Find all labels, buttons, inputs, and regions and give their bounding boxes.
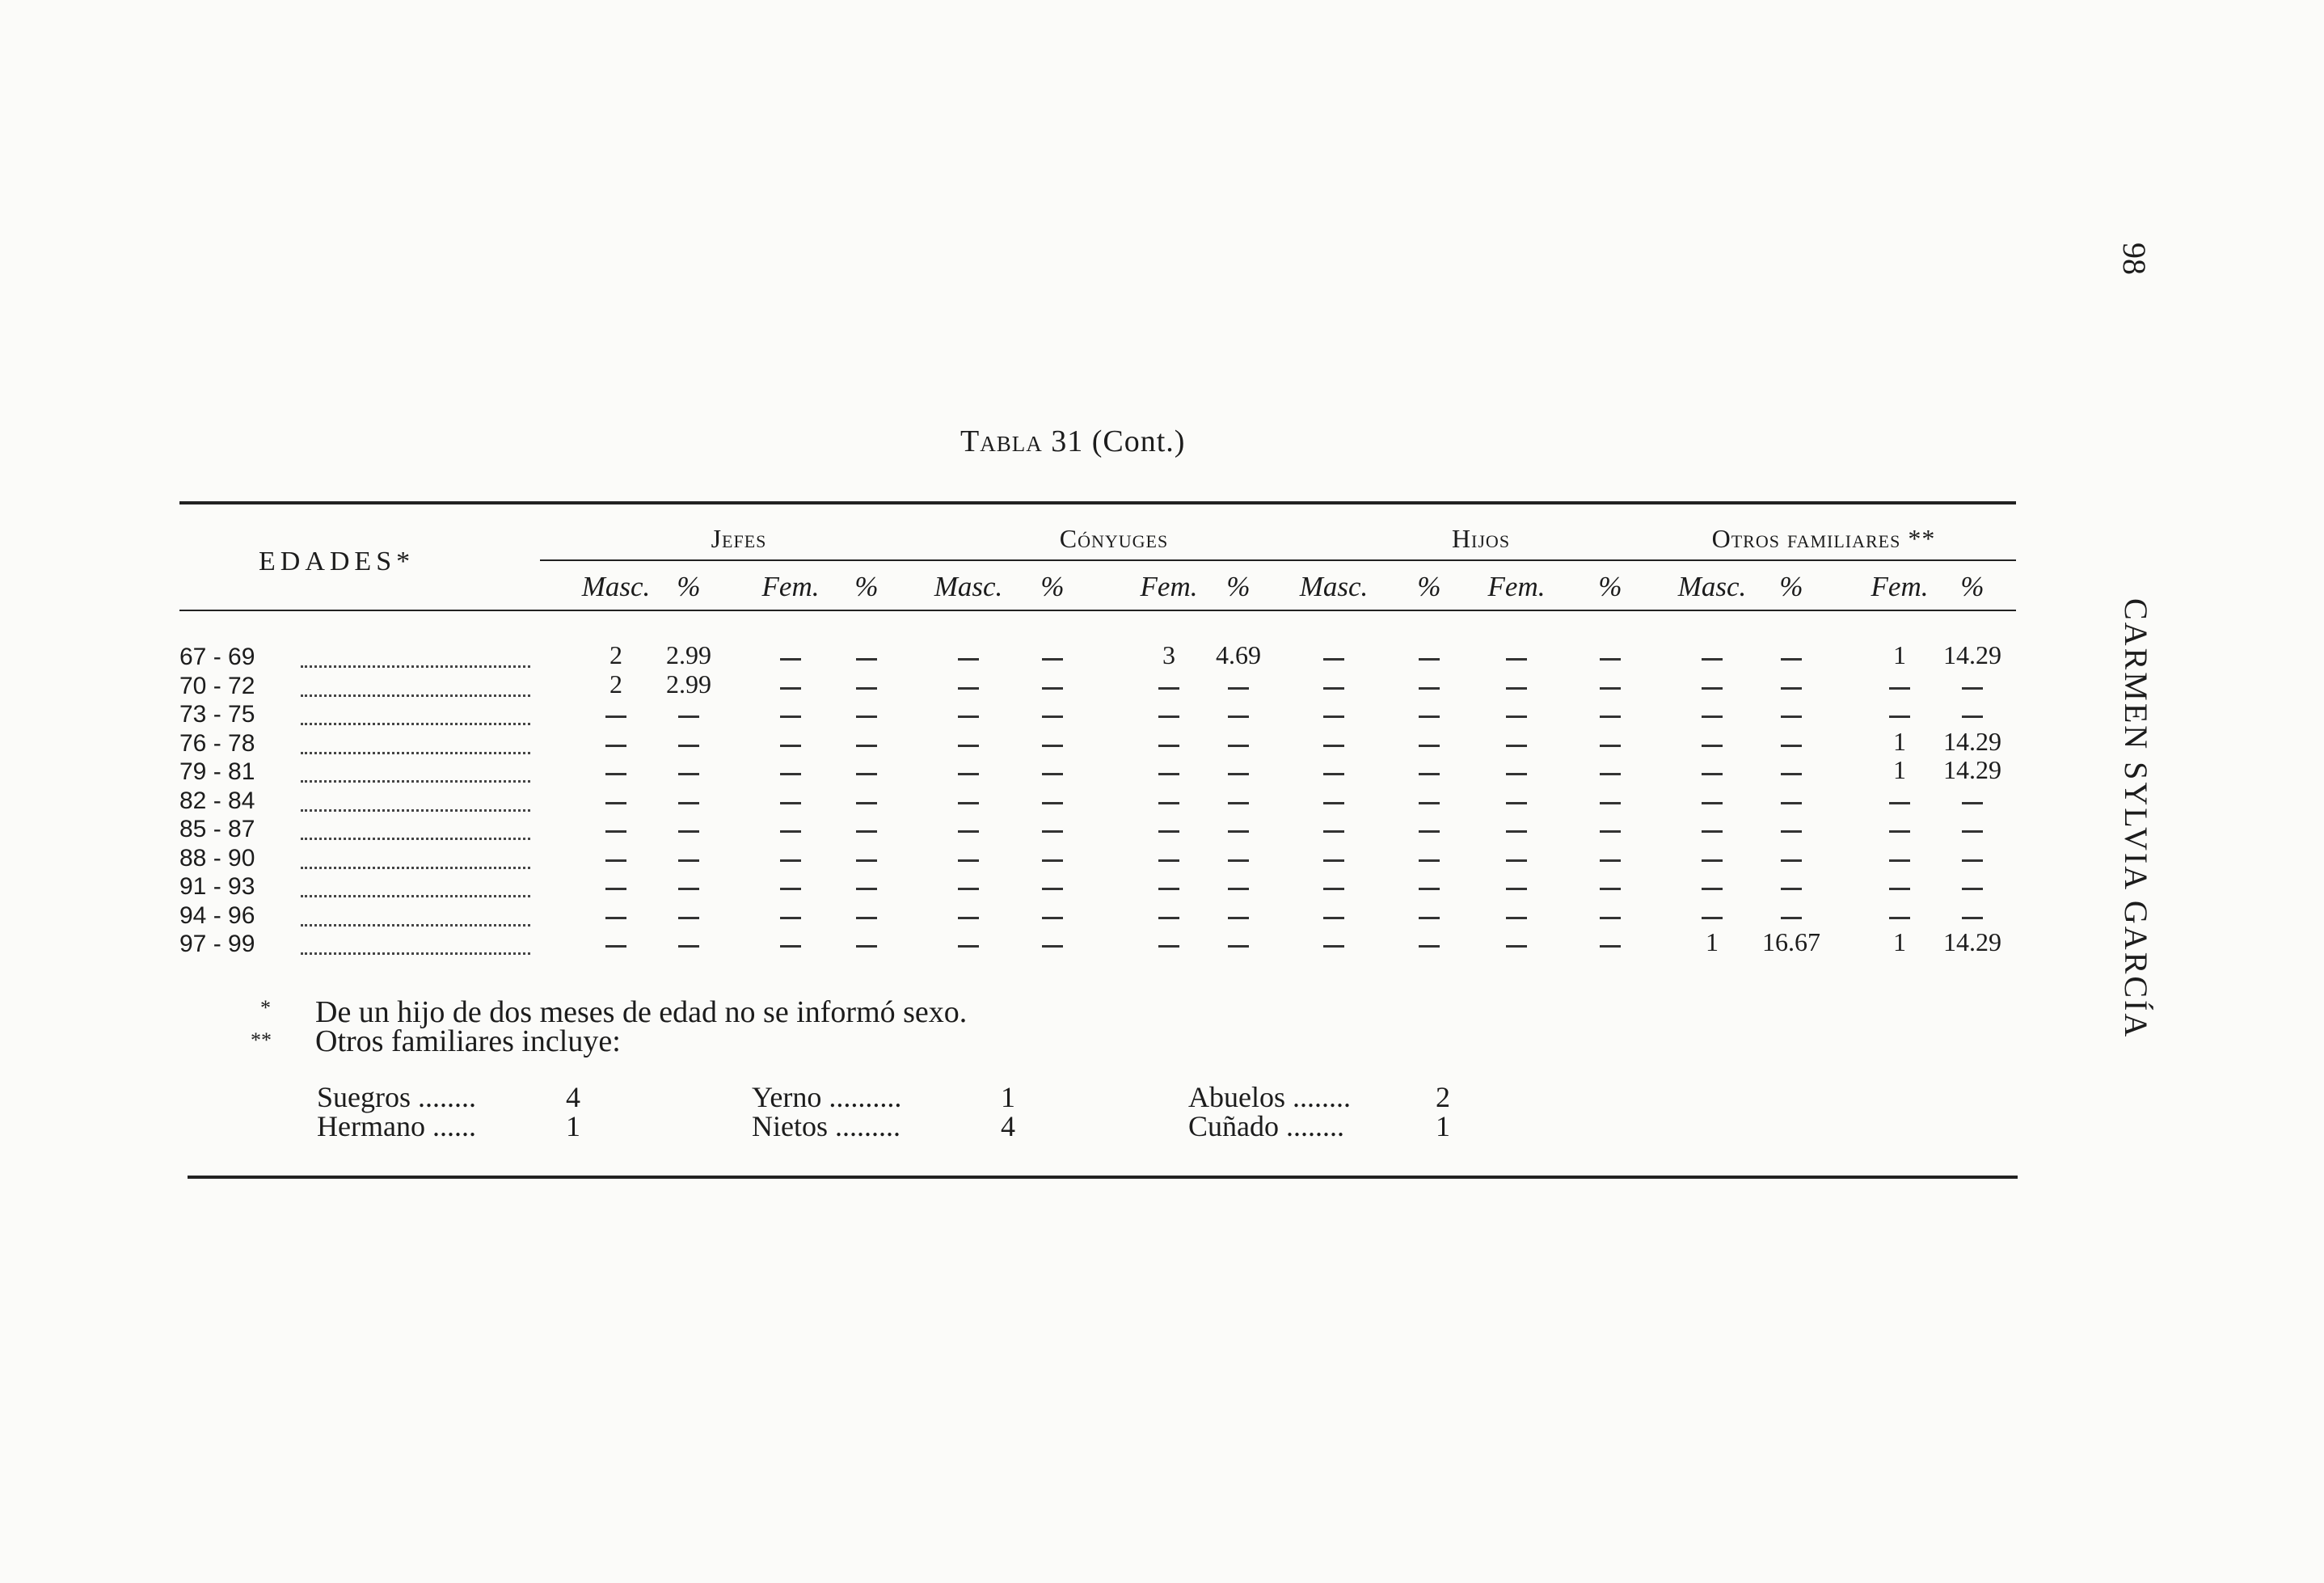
- table-cell: 3: [1162, 640, 1175, 669]
- leader-dots: [301, 720, 530, 725]
- empty-cell-dash: [1889, 859, 1910, 862]
- empty-cell-dash: [678, 830, 699, 833]
- footnote-mark-1: *: [260, 996, 271, 1019]
- empty-cell-dash: [1506, 888, 1527, 890]
- column-subheader: Masc.: [1299, 571, 1369, 602]
- empty-cell-dash: [1228, 888, 1249, 890]
- footnote-1: De un hijo de dos meses de edad no se informó sexo.: [315, 995, 968, 1029]
- empty-cell-dash: [958, 716, 979, 718]
- empty-cell-dash: [678, 745, 699, 747]
- row-label: 79 - 81: [179, 758, 255, 785]
- empty-cell-dash: [605, 888, 626, 890]
- relative-label: Cuñado ........: [1188, 1110, 1344, 1142]
- empty-cell-dash: [1702, 830, 1723, 833]
- empty-cell-dash: [1962, 802, 1983, 804]
- empty-cell-dash: [1702, 802, 1723, 804]
- empty-cell-dash: [1323, 830, 1344, 833]
- empty-cell-dash: [1506, 917, 1527, 919]
- empty-cell-dash: [780, 773, 801, 775]
- empty-cell-dash: [1506, 802, 1527, 804]
- empty-cell-dash: [1506, 773, 1527, 775]
- empty-cell-dash: [1419, 917, 1440, 919]
- group-jefes: Jefes: [711, 524, 767, 553]
- table-cell: 2.99: [666, 669, 711, 699]
- empty-cell-dash: [780, 658, 801, 661]
- title-rest: 31 (Cont.): [1042, 424, 1186, 458]
- group-hijos: Hijos: [1451, 524, 1511, 553]
- empty-cell-dash: [678, 917, 699, 919]
- header-bottom-rule: [179, 610, 2016, 611]
- empty-cell-dash: [1889, 917, 1910, 919]
- empty-cell-dash: [1506, 945, 1527, 948]
- empty-cell-dash: [605, 716, 626, 718]
- empty-cell-dash: [678, 859, 699, 862]
- row-label: 94 - 96: [179, 901, 255, 929]
- empty-cell-dash: [856, 745, 877, 747]
- empty-cell-dash: [1419, 745, 1440, 747]
- table-cell: 1: [1893, 640, 1906, 669]
- empty-cell-dash: [1702, 917, 1723, 919]
- running-head: CARMEN SYLVIA GARCÍA: [2118, 598, 2154, 1040]
- empty-cell-dash: [1228, 802, 1249, 804]
- empty-cell-dash: [1323, 888, 1344, 890]
- empty-cell-dash: [678, 716, 699, 718]
- empty-cell-dash: [1158, 745, 1179, 747]
- empty-cell-dash: [1600, 716, 1621, 718]
- leader-dots: [301, 692, 530, 697]
- empty-cell-dash: [1228, 859, 1249, 862]
- empty-cell-dash: [1158, 830, 1179, 833]
- empty-cell-dash: [1042, 745, 1063, 747]
- empty-cell-dash: [958, 945, 979, 948]
- empty-cell-dash: [1506, 658, 1527, 661]
- table-cell: 2: [609, 640, 622, 669]
- empty-cell-dash: [856, 687, 877, 690]
- table-cell: 1: [1893, 927, 1906, 956]
- empty-cell-dash: [780, 888, 801, 890]
- empty-cell-dash: [1042, 658, 1063, 661]
- empty-cell-dash: [1323, 745, 1344, 747]
- empty-cell-dash: [1228, 773, 1249, 775]
- table-cell: 14.29: [1943, 927, 2001, 956]
- empty-cell-dash: [678, 945, 699, 948]
- leader-dots: [301, 922, 530, 927]
- empty-cell-dash: [1042, 888, 1063, 890]
- empty-cell-dash: [1781, 917, 1802, 919]
- column-subheader: Masc.: [1677, 571, 1747, 602]
- relative-label: Suegros ........: [317, 1081, 476, 1113]
- empty-cell-dash: [1600, 802, 1621, 804]
- empty-cell-dash: [678, 773, 699, 775]
- row-label: 88 - 90: [179, 844, 255, 872]
- empty-cell-dash: [1042, 687, 1063, 690]
- empty-cell-dash: [1228, 745, 1249, 747]
- row-label: 67 - 69: [179, 644, 255, 670]
- empty-cell-dash: [780, 830, 801, 833]
- leader-dots: [301, 893, 530, 897]
- relative-label: Abuelos ........: [1188, 1081, 1351, 1113]
- relative-value: 4: [566, 1081, 580, 1113]
- empty-cell-dash: [856, 658, 877, 661]
- empty-cell-dash: [1962, 888, 1983, 890]
- leader-dots: [301, 807, 530, 812]
- empty-cell-dash: [1419, 716, 1440, 718]
- empty-cell-dash: [1600, 773, 1621, 775]
- empty-cell-dash: [1158, 773, 1179, 775]
- empty-cell-dash: [856, 945, 877, 948]
- empty-cell-dash: [958, 658, 979, 661]
- empty-cell-dash: [1600, 745, 1621, 747]
- empty-cell-dash: [1781, 716, 1802, 718]
- empty-cell-dash: [1042, 716, 1063, 718]
- empty-cell-dash: [605, 773, 626, 775]
- column-subheader: %: [1226, 571, 1251, 602]
- relative-value: 2: [1436, 1081, 1450, 1113]
- empty-cell-dash: [1889, 888, 1910, 890]
- empty-cell-dash: [958, 888, 979, 890]
- empty-cell-dash: [605, 802, 626, 804]
- leader-dots: [301, 749, 530, 754]
- row-label: 70 - 72: [179, 672, 255, 699]
- empty-cell-dash: [856, 830, 877, 833]
- table-cell: 14.29: [1943, 640, 2001, 669]
- empty-cell-dash: [1962, 716, 1983, 718]
- empty-cell-dash: [1506, 830, 1527, 833]
- empty-cell-dash: [1323, 917, 1344, 919]
- column-subheader: %: [1960, 571, 1984, 602]
- empty-cell-dash: [1323, 716, 1344, 718]
- empty-cell-dash: [1781, 745, 1802, 747]
- empty-cell-dash: [1506, 859, 1527, 862]
- empty-cell-dash: [780, 745, 801, 747]
- column-subheader: %: [677, 571, 701, 602]
- empty-cell-dash: [1702, 888, 1723, 890]
- row-label: 97 - 99: [179, 931, 255, 957]
- group-conyuges: Cónyuges: [1059, 524, 1169, 553]
- empty-cell-dash: [856, 773, 877, 775]
- empty-cell-dash: [1158, 917, 1179, 919]
- row-header: EDADES*: [259, 547, 415, 576]
- empty-cell-dash: [780, 859, 801, 862]
- table-cell: 4.69: [1216, 640, 1261, 669]
- empty-cell-dash: [1600, 945, 1621, 948]
- empty-cell-dash: [1042, 945, 1063, 948]
- empty-cell-dash: [1889, 687, 1910, 690]
- empty-cell-dash: [1702, 687, 1723, 690]
- column-subheader: Fem.: [1140, 571, 1198, 602]
- table-cell: 2: [609, 669, 622, 699]
- empty-cell-dash: [1323, 773, 1344, 775]
- empty-cell-dash: [1506, 687, 1527, 690]
- column-subheader: Fem.: [1487, 571, 1546, 602]
- empty-cell-dash: [678, 802, 699, 804]
- column-subheader: %: [854, 571, 879, 602]
- empty-cell-dash: [1042, 830, 1063, 833]
- empty-cell-dash: [1962, 917, 1983, 919]
- empty-cell-dash: [856, 917, 877, 919]
- empty-cell-dash: [856, 888, 877, 890]
- empty-cell-dash: [1600, 917, 1621, 919]
- table-cell: 2.99: [666, 640, 711, 669]
- empty-cell-dash: [1042, 917, 1063, 919]
- empty-cell-dash: [1962, 687, 1983, 690]
- empty-cell-dash: [1889, 830, 1910, 833]
- leader-dots: [301, 778, 530, 783]
- empty-cell-dash: [780, 687, 801, 690]
- empty-cell-dash: [1781, 888, 1802, 890]
- empty-cell-dash: [1781, 830, 1802, 833]
- empty-cell-dash: [1419, 830, 1440, 833]
- empty-cell-dash: [1323, 859, 1344, 862]
- empty-cell-dash: [1962, 859, 1983, 862]
- empty-cell-dash: [1419, 687, 1440, 690]
- table-cell: 14.29: [1943, 755, 2001, 784]
- empty-cell-dash: [958, 859, 979, 862]
- empty-cell-dash: [1228, 830, 1249, 833]
- empty-cell-dash: [958, 830, 979, 833]
- group-otros: Otros familiares **: [1711, 524, 1936, 553]
- column-subheader: %: [1779, 571, 1803, 602]
- table-title: [960, 424, 1185, 459]
- empty-cell-dash: [958, 917, 979, 919]
- empty-cell-dash: [1323, 687, 1344, 690]
- empty-cell-dash: [958, 745, 979, 747]
- empty-cell-dash: [1228, 945, 1249, 948]
- empty-cell-dash: [1323, 802, 1344, 804]
- empty-cell-dash: [1702, 658, 1723, 661]
- empty-cell-dash: [1158, 888, 1179, 890]
- empty-cell-dash: [1042, 773, 1063, 775]
- empty-cell-dash: [856, 716, 877, 718]
- empty-cell-dash: [958, 773, 979, 775]
- empty-cell-dash: [1600, 687, 1621, 690]
- leader-dots: [301, 864, 530, 869]
- empty-cell-dash: [605, 945, 626, 948]
- relative-label: Hermano ......: [317, 1110, 476, 1142]
- row-label: 76 - 78: [179, 729, 255, 757]
- empty-cell-dash: [1889, 802, 1910, 804]
- relative-value: 1: [566, 1110, 580, 1142]
- table-top-rule: [179, 501, 2016, 504]
- empty-cell-dash: [856, 802, 877, 804]
- empty-cell-dash: [1600, 859, 1621, 862]
- column-subheader: Fem.: [761, 571, 820, 602]
- empty-cell-dash: [1419, 773, 1440, 775]
- empty-cell-dash: [1323, 945, 1344, 948]
- empty-cell-dash: [1600, 888, 1621, 890]
- column-subheader: %: [1040, 571, 1065, 602]
- relative-value: 4: [1001, 1110, 1015, 1142]
- empty-cell-dash: [1889, 716, 1910, 718]
- table-cell: 1: [1893, 726, 1906, 756]
- empty-cell-dash: [1702, 745, 1723, 747]
- empty-cell-dash: [1042, 859, 1063, 862]
- empty-cell-dash: [605, 917, 626, 919]
- empty-cell-dash: [1600, 830, 1621, 833]
- empty-cell-dash: [1962, 830, 1983, 833]
- empty-cell-dash: [1600, 658, 1621, 661]
- table-cell: 16.67: [1762, 927, 1820, 956]
- empty-cell-dash: [1419, 658, 1440, 661]
- empty-cell-dash: [1228, 716, 1249, 718]
- relative-label: Nietos .........: [752, 1110, 900, 1142]
- empty-cell-dash: [1781, 773, 1802, 775]
- table-cell: 1: [1706, 927, 1719, 956]
- empty-cell-dash: [1158, 802, 1179, 804]
- empty-cell-dash: [856, 859, 877, 862]
- column-subheader: Masc.: [934, 571, 1003, 602]
- row-label: 82 - 84: [179, 787, 255, 814]
- empty-cell-dash: [1781, 802, 1802, 804]
- relative-label: Yerno ..........: [752, 1081, 902, 1113]
- empty-cell-dash: [780, 917, 801, 919]
- empty-cell-dash: [1419, 888, 1440, 890]
- table-cell: 1: [1893, 755, 1906, 784]
- empty-cell-dash: [958, 802, 979, 804]
- footnote-2: Otros familiares incluye:: [315, 1024, 621, 1058]
- empty-cell-dash: [1228, 687, 1249, 690]
- column-subheader: %: [1417, 571, 1441, 602]
- empty-cell-dash: [605, 745, 626, 747]
- group-rule: [540, 559, 2016, 561]
- empty-cell-dash: [1158, 716, 1179, 718]
- leader-dots: [301, 663, 530, 668]
- row-label: 91 - 93: [179, 873, 255, 900]
- column-subheader: Masc.: [581, 571, 651, 602]
- empty-cell-dash: [1419, 859, 1440, 862]
- title-prefix: Tabla: [960, 424, 1043, 458]
- page-bottom-rule: [188, 1176, 2018, 1179]
- empty-cell-dash: [605, 830, 626, 833]
- empty-cell-dash: [1781, 658, 1802, 661]
- empty-cell-dash: [1702, 859, 1723, 862]
- empty-cell-dash: [1419, 945, 1440, 948]
- empty-cell-dash: [780, 716, 801, 718]
- empty-cell-dash: [1042, 802, 1063, 804]
- empty-cell-dash: [1702, 716, 1723, 718]
- leader-dots: [301, 835, 530, 840]
- empty-cell-dash: [1323, 658, 1344, 661]
- empty-cell-dash: [1419, 802, 1440, 804]
- empty-cell-dash: [678, 888, 699, 890]
- column-subheader: %: [1598, 571, 1622, 602]
- empty-cell-dash: [1158, 945, 1179, 948]
- empty-cell-dash: [1158, 687, 1179, 690]
- footnote-mark-2: **: [251, 1028, 272, 1052]
- row-label: 73 - 75: [179, 701, 255, 728]
- table-cell: 14.29: [1943, 726, 2001, 756]
- empty-cell-dash: [1781, 859, 1802, 862]
- empty-cell-dash: [1158, 859, 1179, 862]
- column-subheader: Fem.: [1871, 571, 1929, 602]
- relative-value: 1: [1001, 1081, 1015, 1113]
- leader-dots: [301, 950, 530, 955]
- page-number: 98: [2116, 243, 2153, 275]
- empty-cell-dash: [780, 945, 801, 948]
- empty-cell-dash: [1702, 773, 1723, 775]
- relative-value: 1: [1436, 1110, 1450, 1142]
- empty-cell-dash: [780, 802, 801, 804]
- empty-cell-dash: [605, 859, 626, 862]
- row-label: 85 - 87: [179, 816, 255, 842]
- empty-cell-dash: [1781, 687, 1802, 690]
- empty-cell-dash: [958, 687, 979, 690]
- empty-cell-dash: [1506, 745, 1527, 747]
- empty-cell-dash: [1506, 716, 1527, 718]
- empty-cell-dash: [1228, 917, 1249, 919]
